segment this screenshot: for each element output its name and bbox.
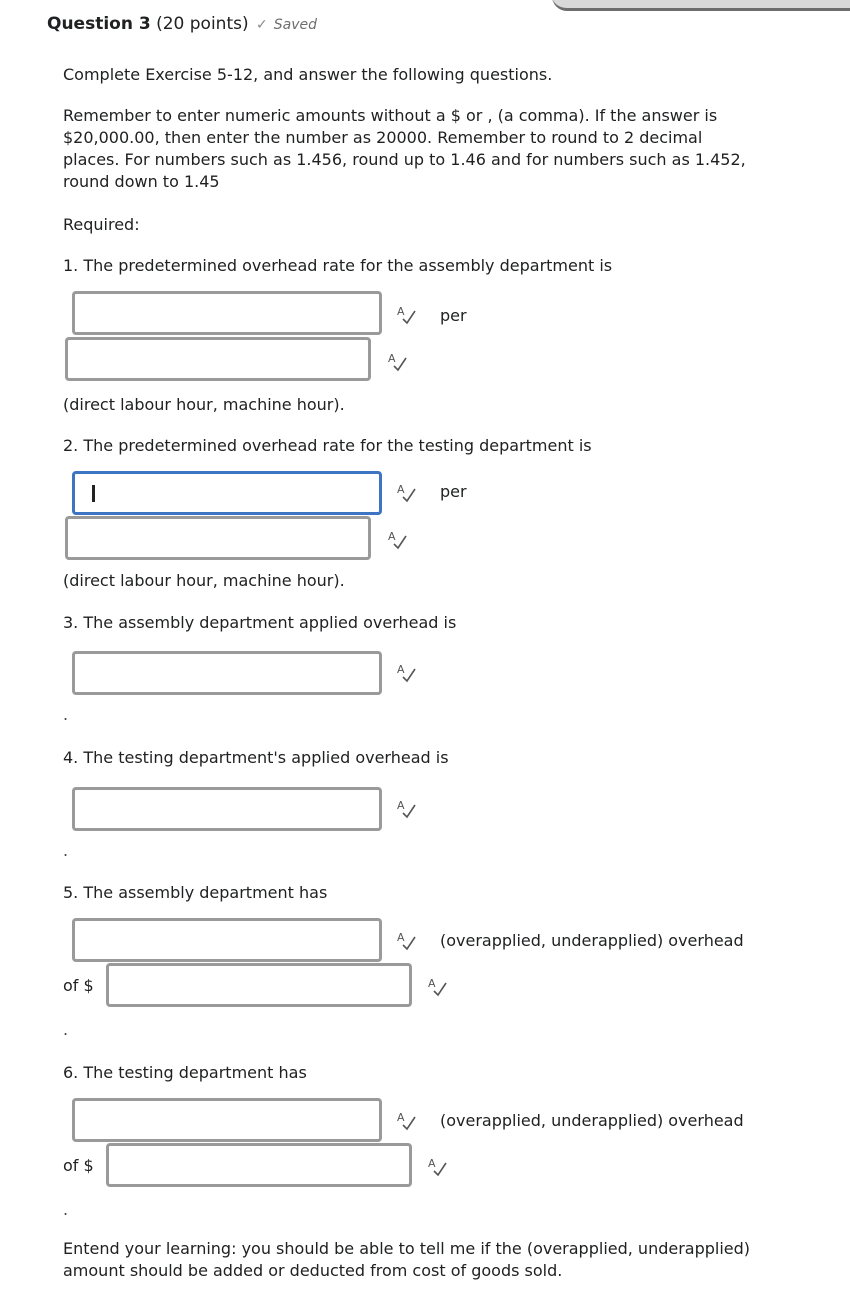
spellcheck-icon[interactable] [395, 1109, 417, 1131]
svg-text:A: A [428, 1157, 436, 1170]
extend-learning-note: Entend your learning: you should be able to tell me if the (overapplied, underapplied) amount should be added or deducted from cost of goods sold. [63, 1239, 751, 1280]
q6-text: 6. The testing department has [63, 1063, 307, 1082]
q1-unit-input[interactable] [65, 337, 371, 381]
q5-amount-input[interactable] [106, 963, 412, 1007]
question-label: Question 3 [47, 14, 151, 34]
svg-text:A: A [397, 799, 405, 812]
q2-hint: (direct labour hour, machine hour). [63, 571, 345, 590]
q4-period: . [63, 841, 69, 860]
q4-text: 4. The testing department's applied overhead is [63, 748, 449, 767]
check-icon: ✓ [256, 17, 268, 33]
q5-suffix: (overapplied, underapplied) overhead [440, 931, 744, 950]
q1-hint: (direct labour hour, machine hour). [63, 395, 345, 414]
q1-per-label: per [440, 306, 467, 325]
q3-amount-input[interactable] [72, 651, 382, 695]
q3-period: . [63, 705, 69, 724]
svg-text:A: A [397, 1111, 405, 1124]
svg-text:A: A [388, 530, 396, 543]
svg-text:A: A [397, 663, 405, 676]
spellcheck-icon[interactable] [395, 929, 417, 951]
spellcheck-icon[interactable] [426, 1155, 448, 1177]
q2-rate-input[interactable] [72, 471, 382, 515]
q1-rate-input[interactable] [72, 291, 382, 335]
q2-unit-input[interactable] [65, 516, 371, 560]
svg-text:A: A [388, 352, 396, 365]
saved-status [256, 17, 317, 33]
q4-amount-input[interactable] [72, 787, 382, 831]
q2-text: 2. The predetermined overhead rate for the testing department is [63, 436, 592, 455]
instructions: Remember to enter numeric amounts without a $ or , (a comma). If the answer is $20,000.00, then enter the number as 20000. Remember to round to 2 decimal places. For numbers such as 1.456, round up to 1.46 and for numbers such as 1.452, round down to 1.45 [63, 106, 746, 191]
spellcheck-icon[interactable] [386, 528, 408, 550]
q5-of-label: of $ [63, 976, 94, 995]
spellcheck-icon[interactable] [395, 661, 417, 683]
intro-line: Complete Exercise 5-12, and answer the following questions. [63, 65, 553, 84]
question-points: (20 points) [156, 14, 249, 34]
q6-amount-input[interactable] [106, 1143, 412, 1187]
q2-per-label: per [440, 482, 467, 501]
spellcheck-icon[interactable] [395, 797, 417, 819]
q5-status-input[interactable] [72, 918, 382, 962]
svg-text:A: A [397, 483, 405, 496]
q5-text: 5. The assembly department has [63, 883, 328, 902]
saved-label: Saved [273, 17, 317, 33]
spellcheck-icon[interactable] [395, 481, 417, 503]
svg-text:A: A [428, 977, 436, 990]
svg-text:A: A [397, 305, 405, 318]
q1-text: 1. The predetermined overhead rate for the assembly department is [63, 256, 613, 275]
question-title [47, 14, 249, 34]
text-cursor [92, 485, 95, 502]
q6-status-input[interactable] [72, 1098, 382, 1142]
q6-suffix: (overapplied, underapplied) overhead [440, 1111, 744, 1130]
q6-of-label: of $ [63, 1156, 94, 1175]
required-label: Required: [63, 215, 140, 234]
top-panel-edge [552, 0, 850, 11]
spellcheck-icon[interactable] [395, 303, 417, 325]
spellcheck-icon[interactable] [426, 975, 448, 997]
q5-period: . [63, 1020, 69, 1039]
spellcheck-icon[interactable] [386, 350, 408, 372]
q6-period: . [63, 1200, 69, 1219]
q3-text: 3. The assembly department applied overhead is [63, 613, 457, 632]
svg-text:A: A [397, 931, 405, 944]
